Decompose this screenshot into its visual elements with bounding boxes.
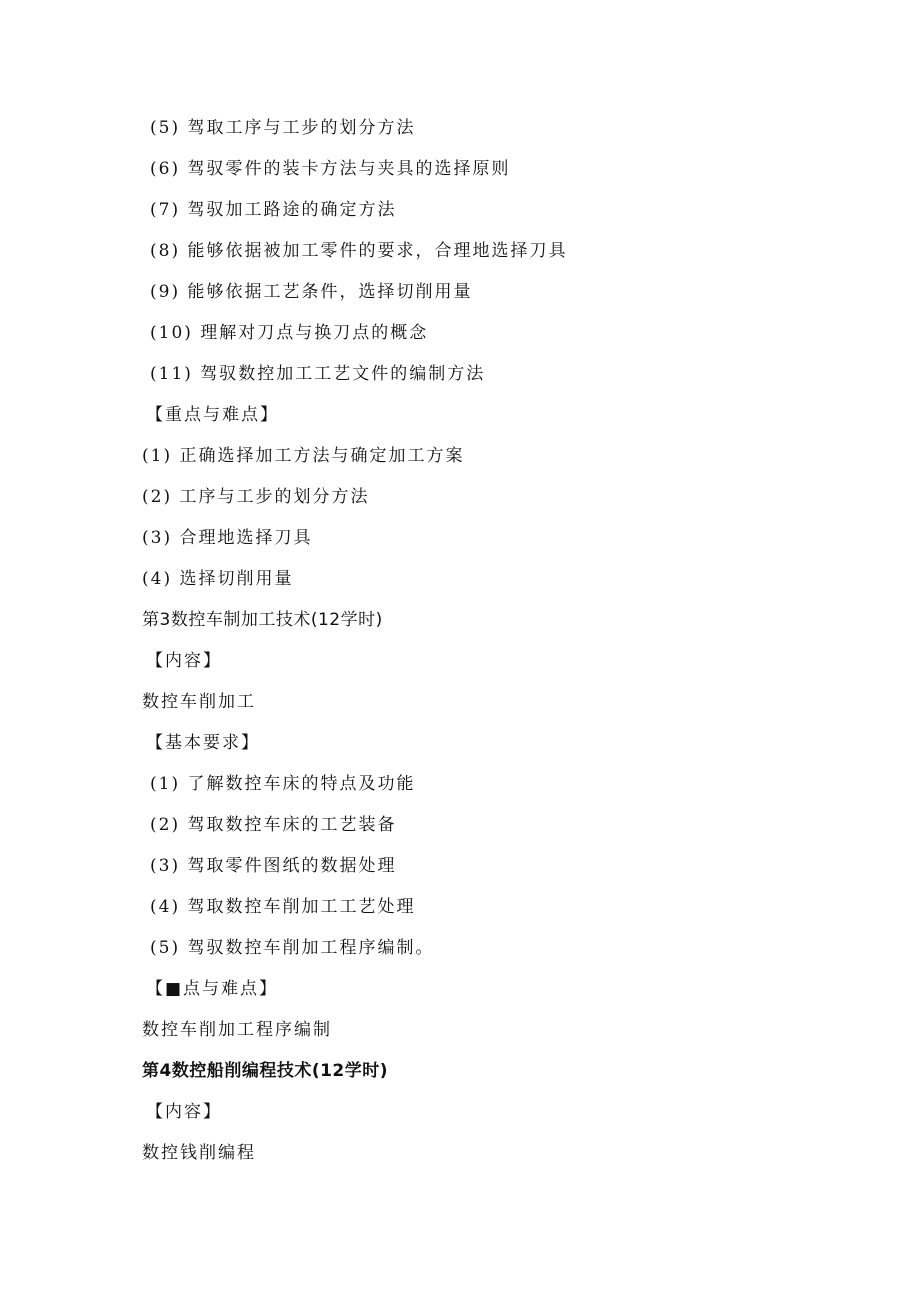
requirement-item-5: (5) 驾取工序与工步的划分方法 [150,118,416,138]
requirement-item-7: (7) 驾驭加工路途的确定方法 [150,200,397,220]
section-label-key-points: 【重点与难点】 [146,405,279,425]
requirement-item-10: (10) 理解对刀点与换刀点的概念 [150,323,429,343]
section-label-content-2: 【内容】 [146,1102,222,1122]
requirement-item-6: (6) 驾驭零件的装卡方法与夹具的选择原则 [150,159,511,179]
chapter-3-heading: 第3数控车制加工技术(12学时) [142,610,383,630]
key-point-item-4: (4) 选择切削用量 [142,569,294,589]
requirement-item-2: (2) 驾取数控车床的工艺装备 [150,815,397,835]
requirement-item-4: (4) 驾取数控车削加工工艺处理 [150,897,416,917]
key-point-item-1: (1) 正确选择加工方法与确定加工方案 [142,446,465,466]
section-label-basic-requirements: 【基本要求】 [146,733,260,753]
requirement-item-5b: (5) 驾驭数控车削加工程序编制。 [150,938,435,958]
section-label-content: 【内容】 [146,651,222,671]
section-label-key-points-2: 【■点与难点】 [146,979,279,999]
requirement-item-3: (3) 驾取零件图纸的数据处理 [150,856,397,876]
key-point-text: 数控车削加工程序编制 [142,1020,332,1040]
requirement-item-11: (11) 驾驭数控加工工艺文件的编制方法 [150,364,486,384]
requirement-item-1: (1) 了解数控车床的特点及功能 [150,774,416,794]
requirement-item-8: (8) 能够依据被加工零件的要求，合理地选择刀具 [150,241,568,261]
content-text: 数控车削加工 [142,692,256,712]
key-point-item-2: (2) 工序与工步的划分方法 [142,487,370,507]
content-text-2: 数控钱削编程 [142,1143,256,1163]
requirement-item-9: (9) 能够依据工艺条件，选择切削用量 [150,282,473,302]
key-point-item-3: (3) 合理地选择刀具 [142,528,313,548]
chapter-4-heading: 第4数控船削编程技术(12学时) [142,1061,389,1081]
